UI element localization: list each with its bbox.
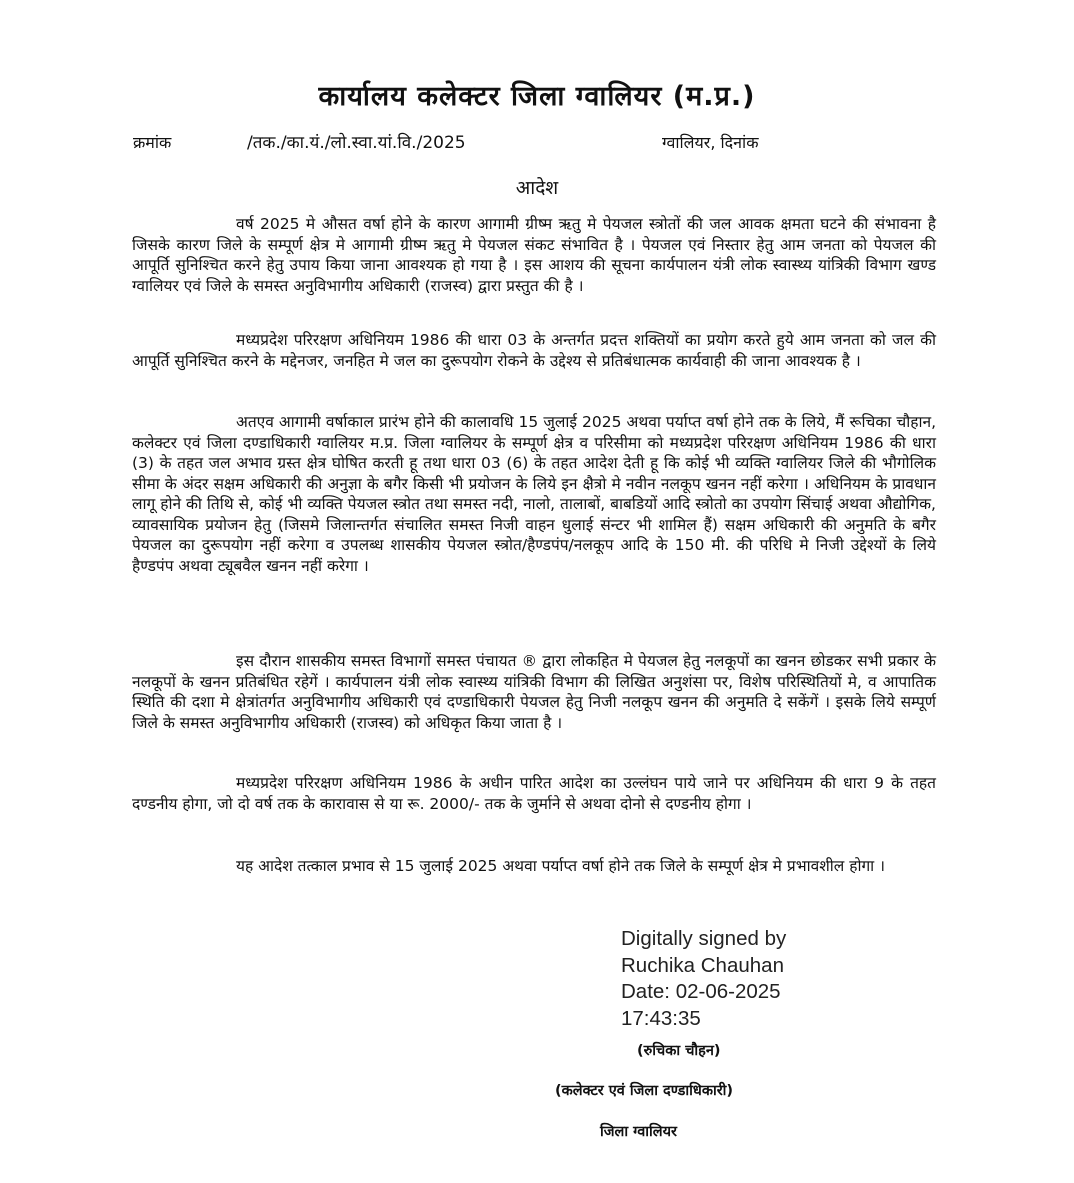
office-title: कार्यालय कलेक्टर जिला ग्वालियर (म.प्र.) [318,81,756,112]
paragraph-3 [132,412,936,576]
signature-line: Digitally signed by [621,927,787,950]
digital-signature [621,926,786,1032]
paragraph-text: यह आदेश तत्काल प्रभाव से 15 जुलाई 2025 अथवा पर्याप्त वर्षा होने तक जिले के सम्पूर्ण क्षेत्र मे प्रभावशील होगा । [236,857,885,875]
paragraph-text: वर्ष 2025 मे औसत वर्षा होने के कारण आगामी ग्रीष्म ऋतु मे पेयजल स्त्रोतों की जल आवक क्षमता घटने की संभावना है जिसके कारण जिले के सम्पूर्ण क्षेत्र मे आगामी ग्रीष्म ऋतु मे पेयजल संकट संभावित है । पेयजल एवं निस्तार हेतु आम जनता को पेयजल की आपूर्ति सुनिश्चित करने हेतु उपाय किया जाना आवश्यक हो गया है । इस आशय की सूचना कार्यपालन यंत्री लोक स्वास्थ्य यांत्रिकी विभाग खण्ड ग्वालियर एवं जिले के समस्त अनुविभागीय अधिकारी (राजस्व) द्वारा प्रस्तुत की है । [132,215,936,295]
paragraph-text: अतएव आगामी वर्षाकाल प्रारंभ होने की कालावधि 15 जुलाई 2025 अथवा पर्याप्त वर्षा होने तक के लिये, मैं रूचिका चौहान, कलेक्टर एवं जिला दण्डाधिकारी ग्वालियर म.प्र. जिला ग्वालियर के सम्पूर्ण क्षेत्र व परिसीमा को मध्यप्रदेश परिरक्षण अधिनियम 1986 की धारा (3) के तहत जल अभाव ग्रस्त क्षेत्र घोषित करती हू तथा धारा 03 (6) के तहत आदेश देती हू कि कोई भी व्यक्ति ग्वालियर जिले की भौगोलिक सीमा के अंदर सक्षम अधिकारी की अनुज्ञा के बगैर किसी भी प्रयोजन के लिये इन क्षैत्रो मे नवीन नलकूप खनन नहीं करेगा । अधिनियम के प्रावधान लागू होने की तिथि से, कोई भी व्यक्ति पेयजल स्त्रोत तथा समस्त नदी, नालो, तालाबों, बाबडियों आदि स्त्रोतो का उपयोग सिंचाई अथवा औद्योगिक, व्यावसायिक प्रयोजन हेतु (जिसमे जिलान्तर्गत संचालित समस्त निजी वाहन धुलाई संन्टर भी शामिल हैं) सक्षम अधिकारी की अनुमति के बगैर पेयजल का दुरूपयोग नहीं करेगा व उपलब्ध शासकीय पेयजल स्त्रोत/हैण्डपंप/नलकूप आदि के 150 मी. की परिधि मे निजी उद्देश्यों के लिये हैण्डपंप अथवा ट्यूबवैल खनन नहीं करेगा । [132,413,936,575]
place-date: ग्वालियर, दिनांक [662,133,759,152]
paragraph-text: इस दौरान शासकीय समस्त विभागों समस्त पंचायत ® द्वारा लोकहित मे पेयजल हेतु नलकूपों का खनन छोडकर सभी प्रकार के नलकूपों के खनन प्रतिबंधित रहेगें । कार्यपालन यंत्री लोक स्वास्थ्य यांत्रिकी विभाग की लिखित अनुशंसा पर, विशेष परिस्थितियों मे, व आपातिक स्थिति की दशा मे क्षेत्रांतर्गत अनुविभागीय अधिकारी एवं दण्डाधिकारी पेयजल हेतु निजी नलकूप खनन की अनुमति दे सकेंगें । इसके लिये सम्पूर्ण जिले के समस्त अनुविभागीय अधिकारी (राजस्व) को अधिकृत किया जाता है । [132,652,936,732]
reference-number: /तक./का.यं./लो.स्वा.यां.वि./2025 [247,133,466,153]
signer-district: जिला ग्वालियर [600,1124,677,1140]
paragraph-1 [132,214,936,296]
paragraph-5 [132,773,936,814]
signer-name: (रुचिका चौहन) [637,1043,721,1059]
signature-time: 17:43:35 [621,1006,701,1030]
paragraph-2 [132,330,936,371]
reference-label: क्रमांक [133,133,172,152]
paragraph-text: मध्यप्रदेश परिरक्षण अधिनियम 1986 की धारा 03 के अन्तर्गत प्रदत्त शक्तियों का प्रयोग करते हुये आम जनता को जल की आपूर्ति सुनिश्चित करने के मद्देनजर, जनहित मे जल का दुरूपयोग रोकने के उद्देश्य से प्रतिबंधात्मक कार्यवाही की जाना आवश्यक है । [132,331,936,370]
signature-date: Date: 02-06-2025 [621,980,781,1003]
signer-designation: (कलेक्टर एवं जिला दण्डाधिकारी) [555,1083,734,1099]
order-heading: आदेश [515,177,559,199]
paragraph-4 [132,651,936,733]
paragraph-6 [132,856,936,877]
paragraph-text: मध्यप्रदेश परिरक्षण अधिनियम 1986 के अधीन पारित आदेश का उल्लंघन पाये जाने पर अधिनियम की धारा 9 के तहत दण्डनीय होगा, जो दो वर्ष तक के कारावास से या रू. 2000/- तक के जुर्माने से अथवा दोनो से दण्डनीय होगा । [132,774,936,813]
signature-name: Ruchika Chauhan [621,953,784,977]
